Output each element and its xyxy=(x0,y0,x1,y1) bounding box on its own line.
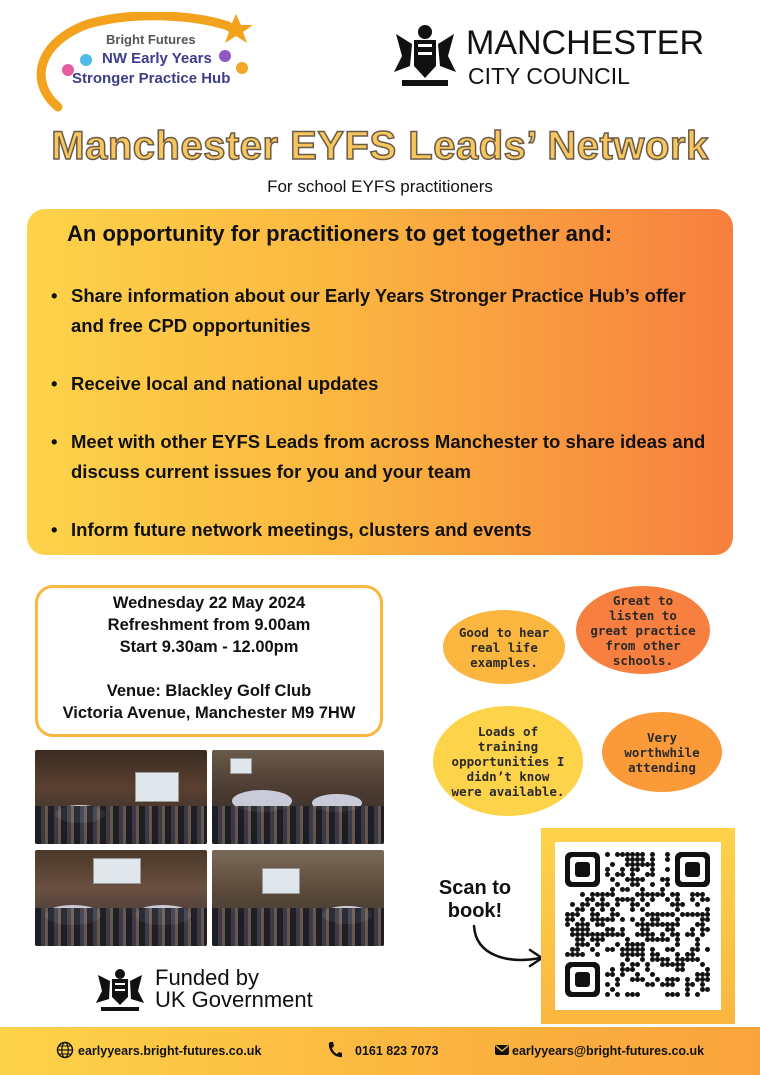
event-venue: Venue: Blackley Golf Club xyxy=(106,682,312,700)
council-name-line-2: CITY COUNCIL xyxy=(468,63,630,89)
funded-by-uk-government xyxy=(95,965,355,1017)
booking-qr-code[interactable] xyxy=(555,842,721,1010)
hub-line-3: Stronger Practice Hub xyxy=(72,70,231,87)
opportunity-panel xyxy=(27,209,733,555)
list-item: • Receive local and national updates xyxy=(51,369,711,399)
testimonial-bubble-2: Great to listen to great practice from other schools. xyxy=(576,586,710,674)
page-title: Manchester EYFS Leads’ Network xyxy=(51,124,709,168)
funded-line-2: UK Government xyxy=(155,987,313,1012)
list-item: • Share information about our Early Years Stronger Practice Hub’s offer and free CPD opportunities xyxy=(51,281,711,341)
qr-code-frame xyxy=(541,828,735,1024)
royal-coat-of-arms-icon xyxy=(95,967,145,1013)
list-item: • Inform future network meetings, clusters and events xyxy=(51,515,711,545)
globe-icon xyxy=(56,1041,74,1059)
event-date: Wednesday 22 May 2024 xyxy=(112,594,306,612)
council-crest-icon xyxy=(392,22,458,92)
event-photo-4 xyxy=(212,850,384,946)
qr-code-icon xyxy=(555,842,721,1010)
event-refreshment: Refreshment from 9.00am xyxy=(107,616,311,634)
testimonial-bubble-3: Loads of training opportunities I didn’t know were available. xyxy=(433,706,583,816)
testimonial-bubble-1: Good to hear real life examples. xyxy=(443,610,565,684)
scan-to-book-label xyxy=(430,877,520,923)
envelope-icon xyxy=(494,1041,510,1059)
event-photo-1 xyxy=(35,750,207,844)
hub-line-1: Bright Futures xyxy=(106,32,196,47)
event-start-time: Start 9.30am - 12.00pm xyxy=(119,638,299,656)
scan-label-line-1: Scan to xyxy=(438,877,512,899)
event-address: Victoria Avenue, Manchester M9 7HW xyxy=(62,704,356,722)
funded-line-1: Funded by xyxy=(155,965,259,990)
event-photo-2 xyxy=(212,750,384,844)
contact-footer xyxy=(0,1027,760,1075)
list-item: • Meet with other EYFS Leads from across Manchester to share ideas and discuss current issues for you and your team xyxy=(51,427,711,487)
event-photo-3 xyxy=(35,850,207,946)
manchester-city-council-logo xyxy=(392,22,705,102)
scan-label-line-2: book! xyxy=(447,900,503,922)
opportunity-list xyxy=(51,281,711,573)
council-name-line-1: MANCHESTER xyxy=(466,24,705,62)
phone-icon xyxy=(327,1041,343,1059)
arrow-icon xyxy=(468,922,548,970)
event-details-box xyxy=(35,585,383,737)
hub-line-2: NW Early Years xyxy=(102,50,212,67)
website-link[interactable]: earlyyears.bright-futures.co.uk xyxy=(78,1044,262,1058)
phone-link[interactable]: 0161 823 7073 xyxy=(355,1044,439,1058)
bright-futures-logo xyxy=(28,12,268,112)
page-subtitle: For school EYFS practitioners xyxy=(267,177,493,196)
panel-heading: An opportunity for practitioners to get together and: xyxy=(67,221,613,246)
testimonial-bubble-4: Very worthwhile attending xyxy=(602,712,722,792)
email-link[interactable]: earlyyears@bright-futures.co.uk xyxy=(512,1044,705,1058)
